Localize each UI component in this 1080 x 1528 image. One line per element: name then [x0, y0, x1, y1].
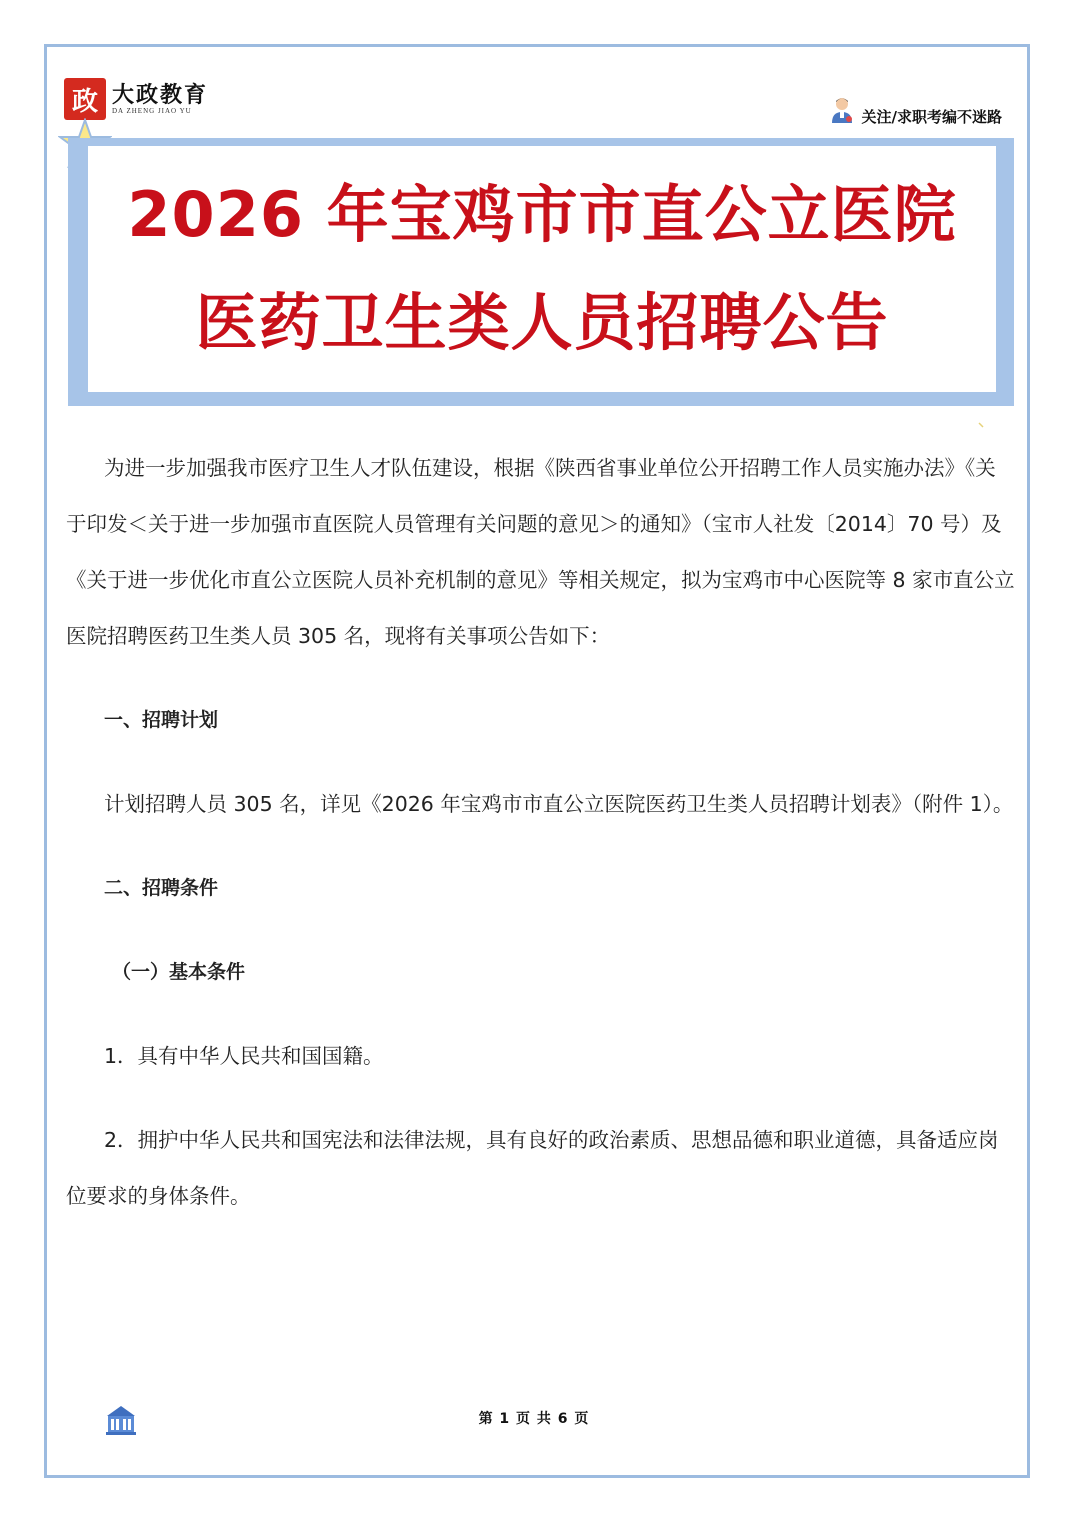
section-heading-conditions: 二、招聘条件 — [104, 877, 219, 899]
logo-text — [112, 83, 208, 115]
logo-english: DA ZHENG JIAO YU — [112, 107, 192, 115]
person-icon — [830, 96, 854, 124]
brand-logo — [64, 78, 208, 120]
section-heading-plan: 一、招聘计划 — [104, 709, 219, 731]
follow-tag — [830, 92, 1002, 127]
title-box — [88, 146, 996, 392]
title-line-1: 2026 年宝鸡市市直公立医院 — [127, 178, 957, 251]
condition-item-1: 1．具有中华人民共和国国籍。 — [104, 1044, 384, 1068]
decorative-dot — [978, 422, 984, 428]
page-indicator: 第 1 页 共 6 页 — [478, 1411, 590, 1427]
subsection-heading-basic: （一）基本条件 — [112, 961, 246, 983]
logo-name: 大政教育 — [112, 82, 209, 108]
logo-mark: 政 — [64, 78, 106, 120]
intro-paragraph: 为进一步加强我市医疗卫生人才队伍建设，根据《陕西省事业单位公开招聘工作人员实施办法》《关于印发＜关于进一步加强市直医院人员管理有关问题的意见＞的通知》（宝市人社发〔2014〕70 号）及《关于进一步优化市直公立医院人员补充机制的意见》等相关规定，拟为宝鸡市中心医院等 8 家市直公立医院招聘医药卫生类人员 305 名，现将有关事项公告如下： — [66, 456, 1015, 648]
plan-paragraph: 计划招聘人员 305 名，详见《2026 年宝鸡市市直公立医院医药卫生类人员招聘计划表》（附件 1）。 — [104, 792, 1014, 816]
condition-item-2: 2．拥护中华人民共和国宪法和法律法规，具有良好的政治素质、思想品德和职业道德，具备适应岗位要求的身体条件。 — [66, 1128, 999, 1208]
document-body — [66, 440, 1016, 1224]
follow-text: 关注/求职考编不迷路 — [861, 108, 1002, 126]
title-line-2: 医药卫生类人员招聘公告 — [195, 286, 889, 359]
